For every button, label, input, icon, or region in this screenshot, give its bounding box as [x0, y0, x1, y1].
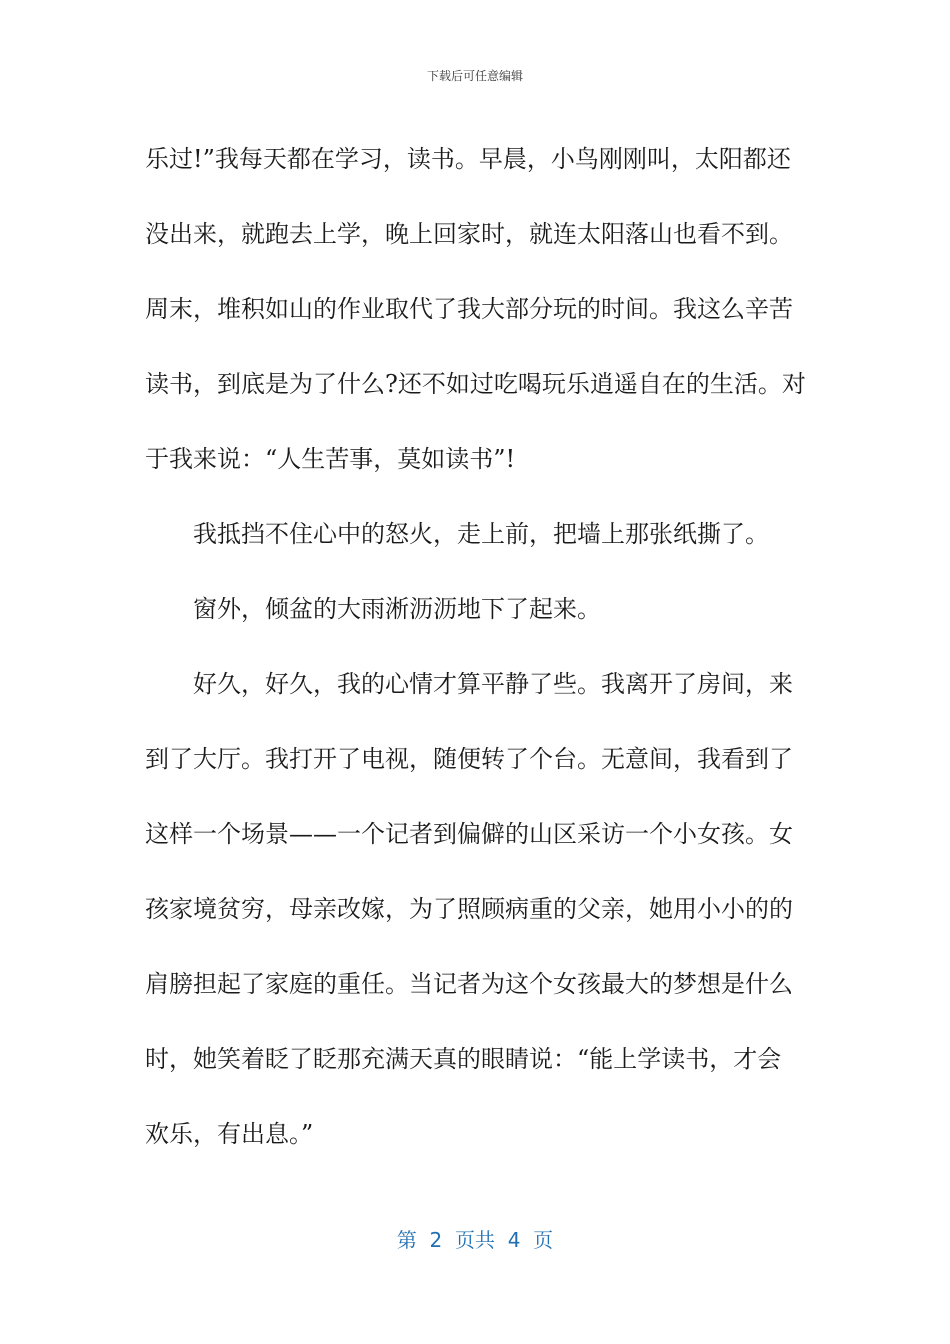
- page-number-footer: 第 2 页共 4 页: [396, 1228, 554, 1252]
- text-line-1: 乐过!”我每天都在学习，读书。早晨，小鸟刚刚叫，太阳都还: [145, 145, 791, 173]
- text-line-13: 时，她笑着眨了眨那充满天真的眼睛说：“能上学读书，才会: [145, 1045, 782, 1073]
- page-header: 下载后可任意编辑: [426, 69, 523, 83]
- text-line-4: 读书，到底是为了什么?还不如过吃喝玩乐逍遥自在的生活。对: [145, 370, 806, 398]
- text-line-3: 周末，堆积如山的作业取代了我大部分玩的时间。我这么辛苦: [145, 295, 793, 323]
- text-line-5: 于我来说：“人生苦事，莫如读书”!: [145, 445, 516, 473]
- document-body: [145, 122, 810, 1172]
- text-line-6: 我抵挡不住心中的怒火，走上前，把墙上那张纸撕了。: [193, 520, 769, 548]
- text-line-8: 好久，好久，我的心情才算平静了些。我离开了房间，来: [193, 670, 793, 698]
- text-line-7: 窗外，倾盆的大雨淅沥沥地下了起来。: [193, 595, 601, 623]
- text-line-11: 孩家境贫穷，母亲改嫁，为了照顾病重的父亲，她用小小的的: [145, 895, 793, 923]
- text-line-14: 欢乐，有出息。”: [145, 1120, 314, 1148]
- text-line-9: 到了大厅。我打开了电视，随便转了个台。无意间，我看到了: [145, 745, 793, 773]
- text-line-12: 肩膀担起了家庭的重任。当记者为这个女孩最大的梦想是什么: [145, 970, 793, 998]
- text-line-10: 这样一个场景——一个记者到偏僻的山区采访一个小女孩。女: [145, 820, 793, 848]
- text-line-2: 没出来，就跑去上学，晚上回家时，就连太阳落山也看不到。: [145, 220, 793, 248]
